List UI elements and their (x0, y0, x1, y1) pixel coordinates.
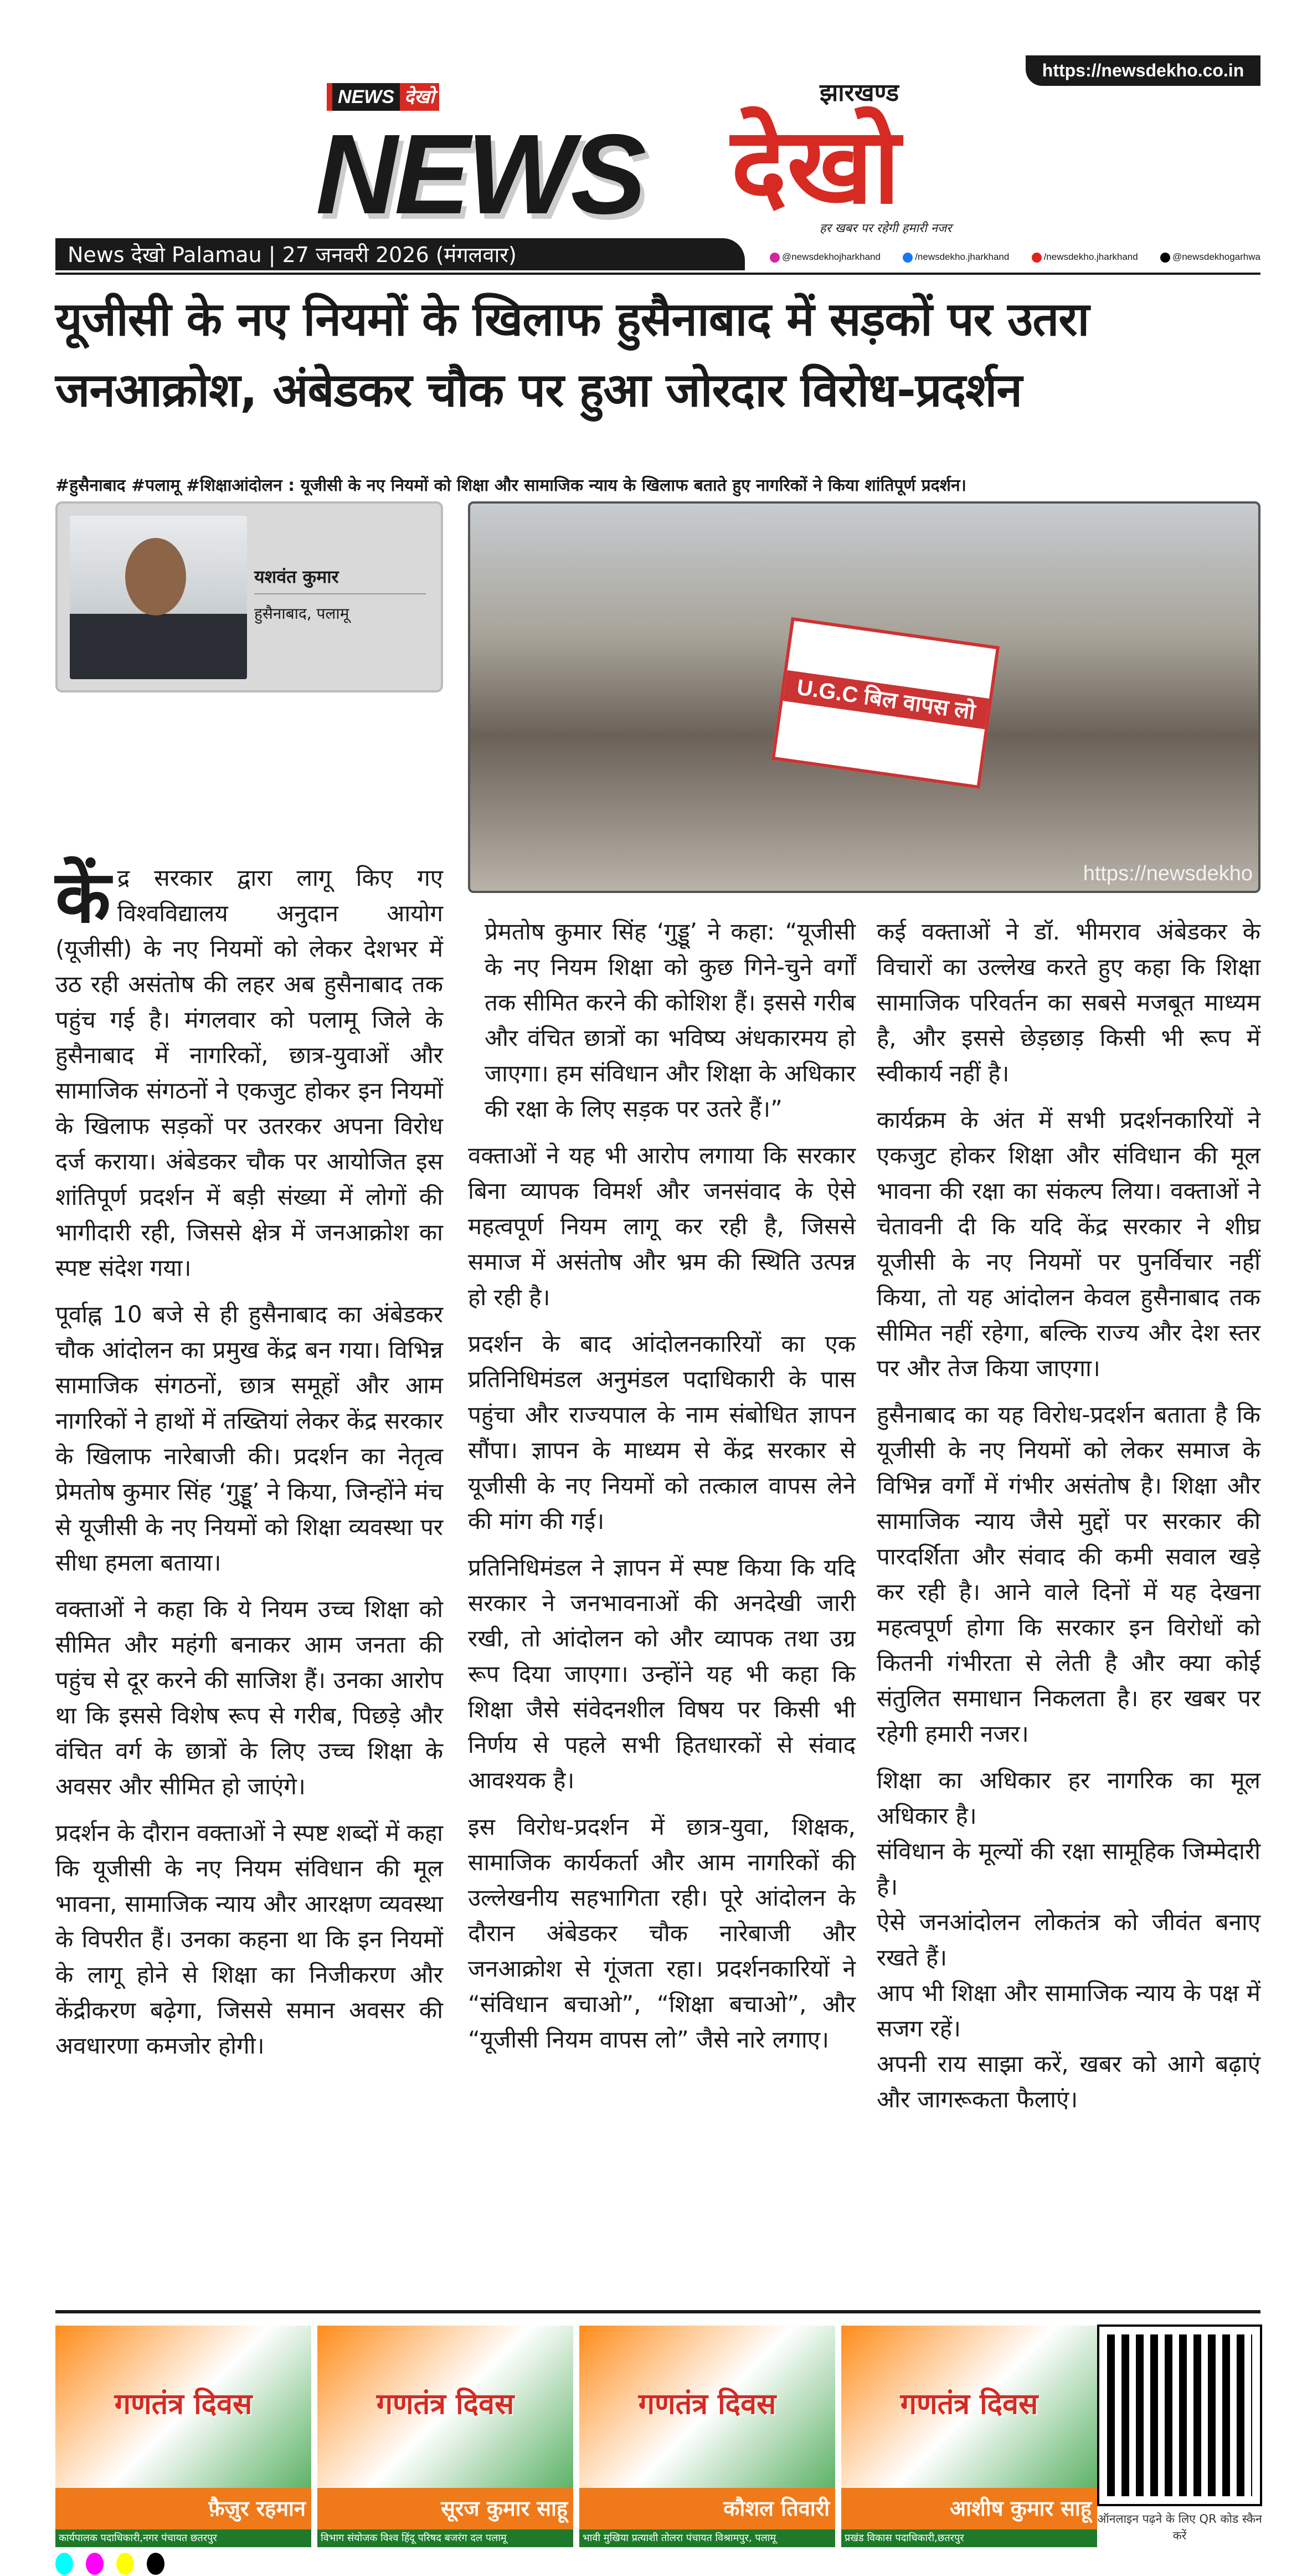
headline: यूजीसी के नए नियमों के खिलाफ हुसैनाबाद में सड़कों पर उतरा जनआक्रोश, अंबेडकर चौक पर हुआ जोरदार विरोध-प्रदर्शन (55, 292, 1089, 417)
closing-line: शिक्षा का अधिकार हर नागरिक का मूल अधिकार है। (877, 1767, 1260, 1829)
divider (55, 273, 1260, 275)
youtube-handle[interactable] (1032, 250, 1138, 264)
ad-banner[interactable] (841, 2326, 1097, 2547)
paragraph: कई वक्ताओं ने डॉ. भीमराव अंबेडकर के विचारों का उल्लेख करते हुए कहा कि शिक्षा सामाजिक परिवर्तन का सबसे मजबूत माध्यम है, और इससे छेड़छाड़ किसी भी रूप में स्वीकार्य नहीं है। (877, 918, 1260, 1087)
paragraph: प्रतिनिधिमंडल ने ज्ञापन में स्पष्ट किया कि यदि सरकार ने जनभावनाओं की अनदेखी जारी रखी, तो आंदोलन को और व्यापक तथा उग्र रूप दिया जाएगा। उन्होंने यह भी कहा कि शिक्षा जैसे संवेदनशील विषय पर किसी भी निर्णय से पहले सभी हितधारकों से संवाद आवश्यक है। (468, 1554, 856, 1794)
youtube-label: /newsdekho.jharkhand (1043, 252, 1138, 262)
paragraph: वक्ताओं ने कहा कि ये नियम उच्च शिक्षा को सीमित और महंगी बनाकर आम जनता की पहुंच से दूर करने की साजिश हैं। उनका आरोप था कि इससे विशेष रूप से गरीब, पिछड़े और वंचित वर्ग के छात्रों के लिए उच्च शिक्षा के अवसर और सीमित हो जाएंगे। (55, 1595, 443, 1800)
ad-banner[interactable] (317, 2326, 573, 2547)
ad-desc: भावी मुखिया प्रत्याशी तोलरा पंचायत विश्रामपुर, पलामू (579, 2529, 835, 2547)
instagram-handle[interactable] (770, 250, 881, 264)
youtube-icon (1032, 253, 1042, 263)
paragraph: प्रदर्शन के बाद आंदोलनकारियों का एक प्रतिनिधिमंडल अनुमंडल पदाधिकारी के पास पहुंचा और राज्यपाल के नाम संबोधित ज्ञापन सौंपा। ज्ञापन के माध्यम से केंद्र सरकार से यूजीसी के नए नियमों को तत्काल वापस लेने की मांग की गई। (468, 1330, 856, 1535)
logo-small-news: NEWS (327, 83, 400, 111)
author-photo (70, 516, 247, 679)
paragraph: प्रदर्शन के दौरान वक्ताओं ने स्पष्ट शब्दों में कहा कि यूजीसी के नए नियम संविधान की मूल भावना, सामाजिक न्याय और आरक्षण व्यवस्था के विपरीत हैं। उनका कहना था कि इन नियमों के लागू होने से शिक्षा का निजीकरण और केंद्रीकरण बढ़ेगा, जिससे समान अवसर की अवधारणा कमजोर होगी। (55, 1819, 443, 2059)
cmyk-mark-black (147, 2553, 164, 2575)
logo-small (327, 83, 439, 111)
x-label: @newsdekhogarhwa (1172, 252, 1260, 262)
author-byline (55, 501, 443, 692)
qr-caption: ऑनलाइन पढ़ने के लिए QR कोड स्कैन करें (1097, 2512, 1262, 2542)
closing-line: संविधान के मूल्यों की रक्षा सामूहिक जिम्मेदारी है। (877, 1838, 1260, 1900)
paragraph (55, 855, 443, 1286)
ad-title: गणतंत्र दिवस (114, 2388, 253, 2421)
subheadline: #हुसैनाबाद #पलामू #शिक्षाआंदोलन : यूजीसी के नए नियमों को शिक्षा और सामाजिक न्याय के खिलाफ बताते हुए नागरिकों ने किया शांतिपूर्ण प्रदर्शन। (55, 476, 967, 495)
facebook-label: /newsdekho.jharkhand (915, 252, 1010, 262)
facebook-handle[interactable] (903, 250, 1009, 264)
paragraph: इस विरोध-प्रदर्शन में छात्र-युवा, शिक्षक, सामाजिक कार्यकर्ता और आम नागरिकों की उल्लेखनीय सहभागिता रही। पूरे आंदोलन के दौरान अंबेडकर चौक नारेबाजी और जनआक्रोश से गूंजता रहा। प्रदर्शनकारियों ने “संविधान बचाओ”, “शिक्षा बचाओ”, और “यूजीसी नियम वापस लो” जैसे नारे लगाए। (468, 1813, 856, 2053)
closing-line: ऐसे जनआंदोलन लोकतंत्र को जीवंत बनाए रखते हैं। (877, 1908, 1260, 1971)
x-handle[interactable] (1160, 250, 1260, 264)
instagram-label: @newsdekhojharkhand (782, 252, 881, 262)
paragraph: कार्यक्रम के अंत में सभी प्रदर्शनकारियों ने एकजुट होकर शिक्षा और संविधान की मूल भावना की रक्षा का संकल्प लिया। वक्ताओं ने चेतावनी दी कि यदि केंद्र सरकार ने शीघ्र यूजीसी के नए नियमों पर पुनर्विचार नहीं किया, तो यह आंदोलन केवल हुसैनाबाद तक सीमित नहीं रहेगा, बल्कि राज्य और देश स्तर पर और तेज किया जाएगा। (877, 1106, 1260, 1382)
ad-desc: कार्यपालक पदाधिकारी,नगर पंचायत छतरपुर (55, 2529, 311, 2547)
closing-line: अपनी राय साझा करें, खबर को आगे बढ़ाएं और जागरूकता फैलाएं। (877, 2050, 1260, 2113)
ad-name: फ़ैज़ुर रहमान (55, 2488, 311, 2529)
x-icon (1160, 253, 1170, 263)
social-handles (770, 250, 1260, 264)
article-column-1 (55, 855, 444, 2075)
tagline: हर खबर पर रहेगी हमारी नजर (820, 222, 952, 235)
logo-small-dekho: देखो (400, 83, 439, 111)
article-column-2 (468, 914, 856, 2069)
qr-code[interactable] (1099, 2327, 1260, 2504)
closing-line: आप भी शिक्षा और सामाजिक न्याय के पक्ष में सजग रहें। (877, 1979, 1260, 2042)
author-name: यशवंत कुमार (254, 565, 426, 594)
cmyk-mark-cyan (55, 2553, 73, 2575)
logo-dekho: देखो (731, 105, 901, 227)
ad-title: गणतंत्र दिवस (376, 2388, 514, 2421)
pull-quote: प्रेमतोष कुमार सिंह ‘गुड्डू’ ने कहा: “यूजीसी के नए नियम शिक्षा को कुछ गिने-चुने वर्गों तक सीमित करने की कोशिश हैं। इससे गरीब और वंचित छात्रों का भविष्य अंधकारमय हो जाएगा। हम संविधान और शिक्षा के अधिकार की रक्षा के लिए सड़क पर उतरे हैं।” (485, 918, 856, 1122)
drop-cap: कें (55, 855, 111, 939)
photo-watermark: https://newsdekho (1083, 862, 1253, 885)
ad-desc: विभाग संयोजक विश्व हिंदू परिषद बजरंग दल पलामू (317, 2529, 573, 2547)
paragraph: हुसैनाबाद का यह विरोध-प्रदर्शन बताता है कि यूजीसी के नए नियमों को लेकर समाज के विभिन्न वर्गों में गंभीर असंतोष है। शिक्षा और सामाजिक न्याय जैसे मुद्दों पर सरकार की पारदर्शिता और संवाद की कमी सवाल खड़े कर रही है। आने वाले दिनों में यह देखना महत्वपूर्ण होगा कि सरकार इन विरोधों को कितनी गंभीरता से लेती है और क्या कोई संतुलित समाधान निकलता है। हर खबर पर रहेगी हमारी नजर। (877, 1401, 1260, 1747)
banner-text: U.G.C बिल वापस लो (783, 670, 989, 730)
ad-name: कौशल तिवारी (579, 2488, 835, 2529)
website-url[interactable]: https://newsdekho.co.in (1026, 55, 1260, 86)
ad-title: गणतंत्र दिवस (638, 2388, 776, 2421)
ad-banner[interactable] (55, 2326, 311, 2547)
facebook-icon (903, 253, 913, 263)
ad-banner[interactable] (579, 2326, 835, 2547)
protest-banner (771, 617, 1000, 789)
ad-title: गणतंत्र दिवस (900, 2388, 1038, 2421)
paragraph-text: द्र सरकार द्वारा लागू किए गए विश्वविद्यालय अनुदान आयोग (यूजीसी) के नए नियमों को लेकर देशभर में उठ रही असंतोष की लहर अब हुसैनाबाद तक पहुंच गई है। मंगलवार को पलामू जिले के हुसैनाबाद में नागरिकों, छात्र-युवाओं और सामाजिक संगठनों ने एकजुट होकर इन नियमों के खिलाफ सड़कों पर उतरकर अपना विरोध दर्ज कराया। अंबेडकर चौक पर आयोजित इस शांतिपूर्ण प्रदर्शन में बड़ी संख्या में लोगों की भागीदारी रही, जिससे क्षेत्र में जनआक्रोश का स्पष्ट संदेश गया। (55, 864, 443, 1281)
author-place: हुसैनाबाद, पलामू (254, 604, 349, 623)
headline-block (55, 284, 1260, 497)
cmyk-mark-yellow (116, 2553, 134, 2575)
cmyk-mark-magenta (86, 2553, 104, 2575)
ad-name: आशीष कुमार साहू (841, 2488, 1097, 2529)
ad-desc: प्रखंड विकास पदाधिकारी,छतरपुर (841, 2529, 1097, 2547)
paragraph: पूर्वाह्न 10 बजे से ही हुसैनाबाद का अंबेडकर चौक आंदोलन का प्रमुख केंद्र बन गया। विभिन्न सामाजिक संगठनों, छात्र समूहों और आम नागरिकों ने हाथों में तख्तियां लेकर केंद्र सरकार के खिलाफ नारेबाजी की। प्रदर्शन का नेतृत्व प्रेमतोष कुमार सिंह ‘गुड्डू’ ने किया, जिन्होंने मंच से यूजीसी के नए नियमों को शिक्षा व्यवस्था पर सीधा हमला बताया। (55, 1301, 444, 1576)
paragraph: वक्ताओं ने यह भी आरोप लगाया कि सरकार बिना व्यापक विमर्श और जनसंवाद के ऐसे महत्वपूर्ण नियम लागू कर रही है, जिससे समाज में असंतोष और भ्रम की स्थिति उत्पन्न हो रही है। (468, 1142, 856, 1311)
logo-news: NEWS (316, 111, 643, 238)
article-column-3 (877, 914, 1260, 2117)
divider (55, 2310, 1260, 2313)
edition-date-bar: News देखो Palamau | 27 जनवरी 2026 (मंगलवार) (55, 238, 745, 270)
protest-photo (468, 501, 1260, 893)
ad-name: सूरज कुमार साहू (317, 2488, 573, 2529)
instagram-icon (770, 253, 780, 263)
logo-state: झारखण्ड (820, 79, 899, 107)
